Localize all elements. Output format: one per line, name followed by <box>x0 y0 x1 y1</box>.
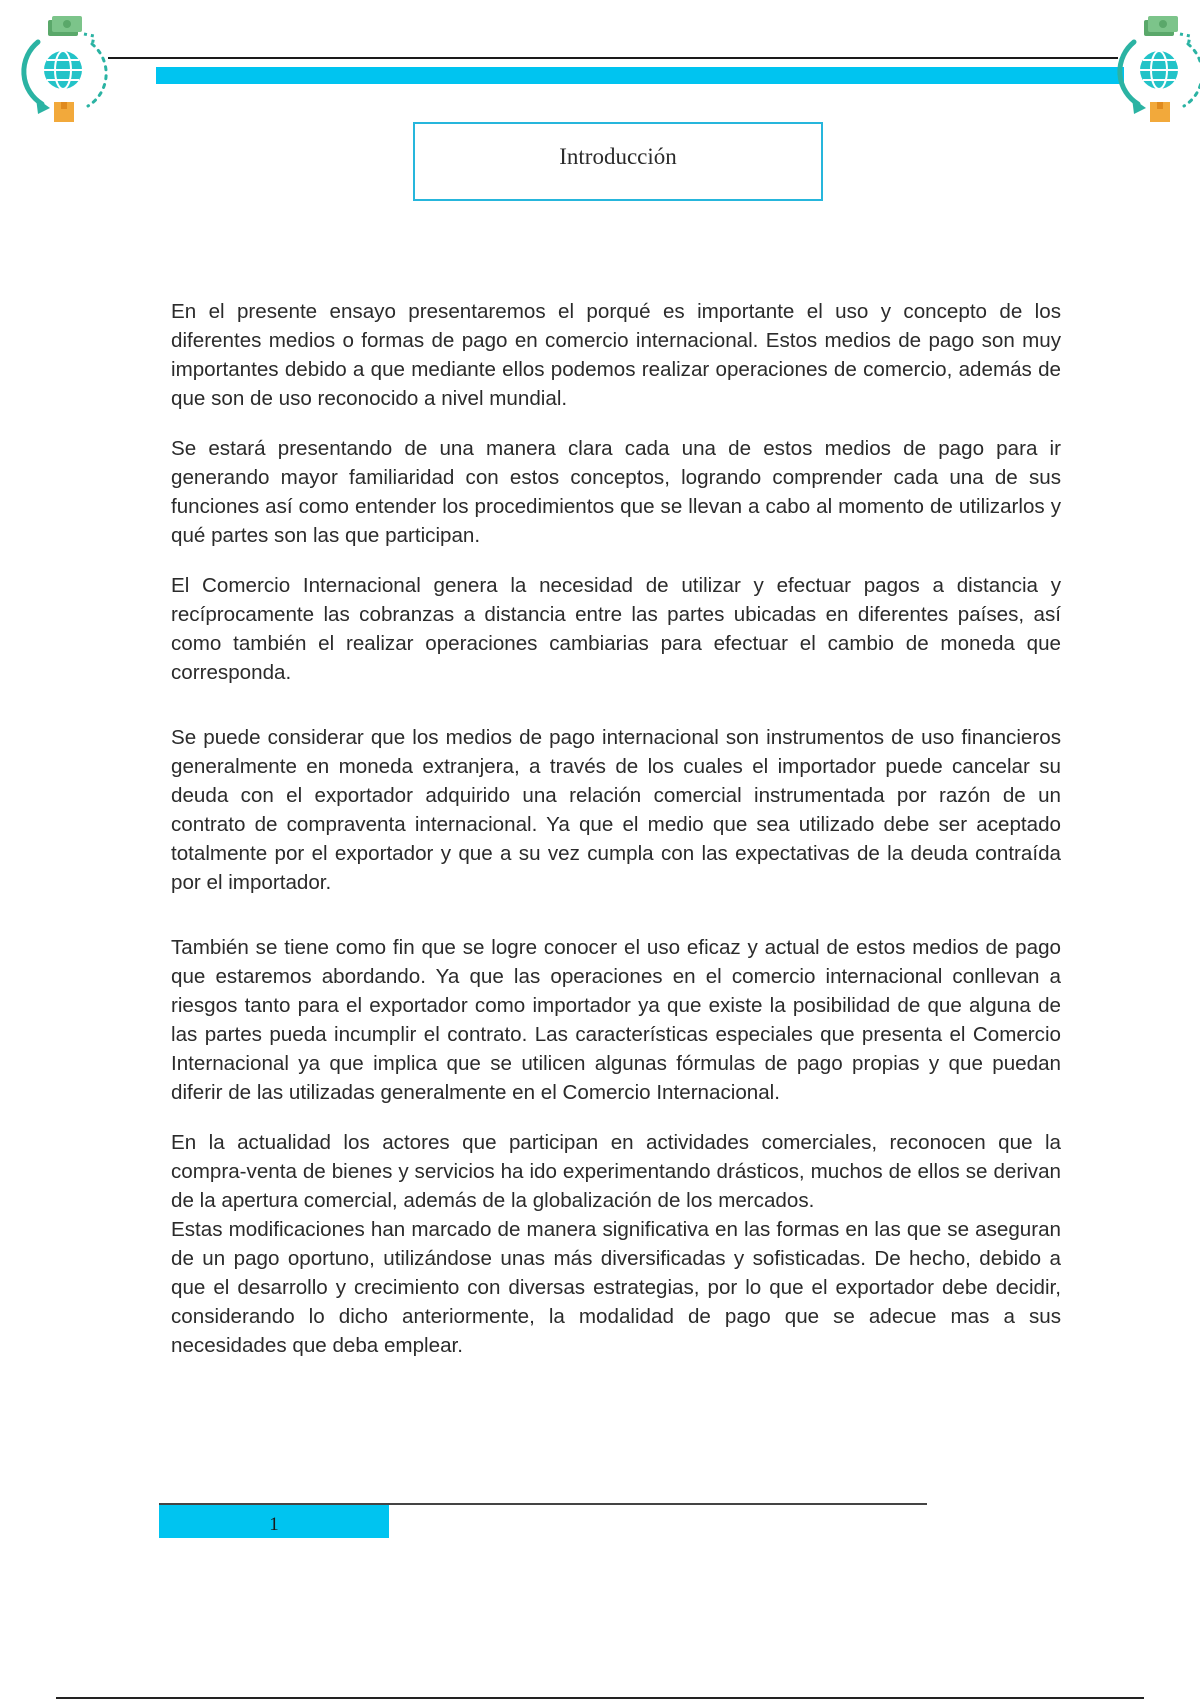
paragraph-6: En la actualidad los actores que participan en actividades comerciales, reconocen que la compra-venta de bienes y servicios ha ido experimentando drásticos, muchos de ellos se derivan de la apertura comercial, además de la globalización de los mercados. <box>171 1131 1061 1212</box>
document-body <box>171 297 1061 1360</box>
paragraph-2: Se estará presentando de una manera clara cada una de estos medios de pago para ir generando mayor familiaridad con estos conceptos, logrando comprender cada una de sus funciones así como entender los procedimientos que se llevan a cabo al momento de utilizarlos y qué partes son las que participan. <box>171 437 1061 547</box>
paragraph-5: También se tiene como fin que se logre conocer el uso eficaz y actual de estos medios de pago que estaremos abordando. Ya que las operaciones en el comercio internacional conllevan a riesgos tanto para el exportador como importador ya que existe la posibilidad de que alguna de las partes pueda incumplir el contrato. Las características especiales que presenta el Comercio Internacional ya que implica que se utilicen algunas fórmulas de pago propias y que puedan diferir de las utilizadas generalmente en el Comercio Internacional. <box>171 936 1061 1104</box>
paragraph-3: El Comercio Internacional genera la necesidad de utilizar y efectuar pagos a distancia y recíprocamente las cobranzas a distancia entre las partes ubicadas en diferentes países, así como también el realizar operaciones cambiarias para efectuar el cambio de moneda que corresponda. <box>171 574 1061 684</box>
global-trade-icon-right <box>1112 16 1200 126</box>
header-line <box>108 57 1118 59</box>
document-title: Introducción <box>559 143 677 169</box>
paragraph-1: En el presente ensayo presentaremos el porqué es importante el uso y concepto de los diferentes medios o formas de pago en comercio internacional. Estos medios de pago son muy importantes debido a que mediante ellos podemos realizar operaciones de comercio, además de que son de uso reconocido a nivel mundial. <box>171 300 1061 410</box>
paragraph-4: Se puede considerar que los medios de pago internacional son instrumentos de uso financieros generalmente en moneda extranjera, a través de los cuales el importador puede cancelar su deuda con el exportador adquirido una relación comercial instrumentada por razón de un contrato de compraventa internacional. Ya que el medio que sea utilizado debe ser aceptado totalmente por el exportador y que a su vez cumpla con las expectativas de la deuda contraída por el importador. <box>171 726 1061 894</box>
page-number: 1 <box>269 1513 279 1535</box>
header-accent-bar <box>156 67 1124 84</box>
title-box <box>413 122 823 201</box>
bottom-page-line <box>56 1697 1144 1699</box>
paragraph-7: Estas modificaciones han marcado de manera significativa en las formas en las que se aseguran de un pago oportuno, utilizándose unas más diversificadas y sofisticadas. De hecho, debido a que el desarrollo y crecimiento con diversas estrategias, por lo que el exportador debe decidir, considerando lo dicho anteriormente, la modalidad de pago que se adecue mas a sus necesidades que deba emplear. <box>171 1218 1061 1357</box>
page-number-bar <box>159 1505 389 1538</box>
global-trade-icon-left <box>16 16 116 126</box>
